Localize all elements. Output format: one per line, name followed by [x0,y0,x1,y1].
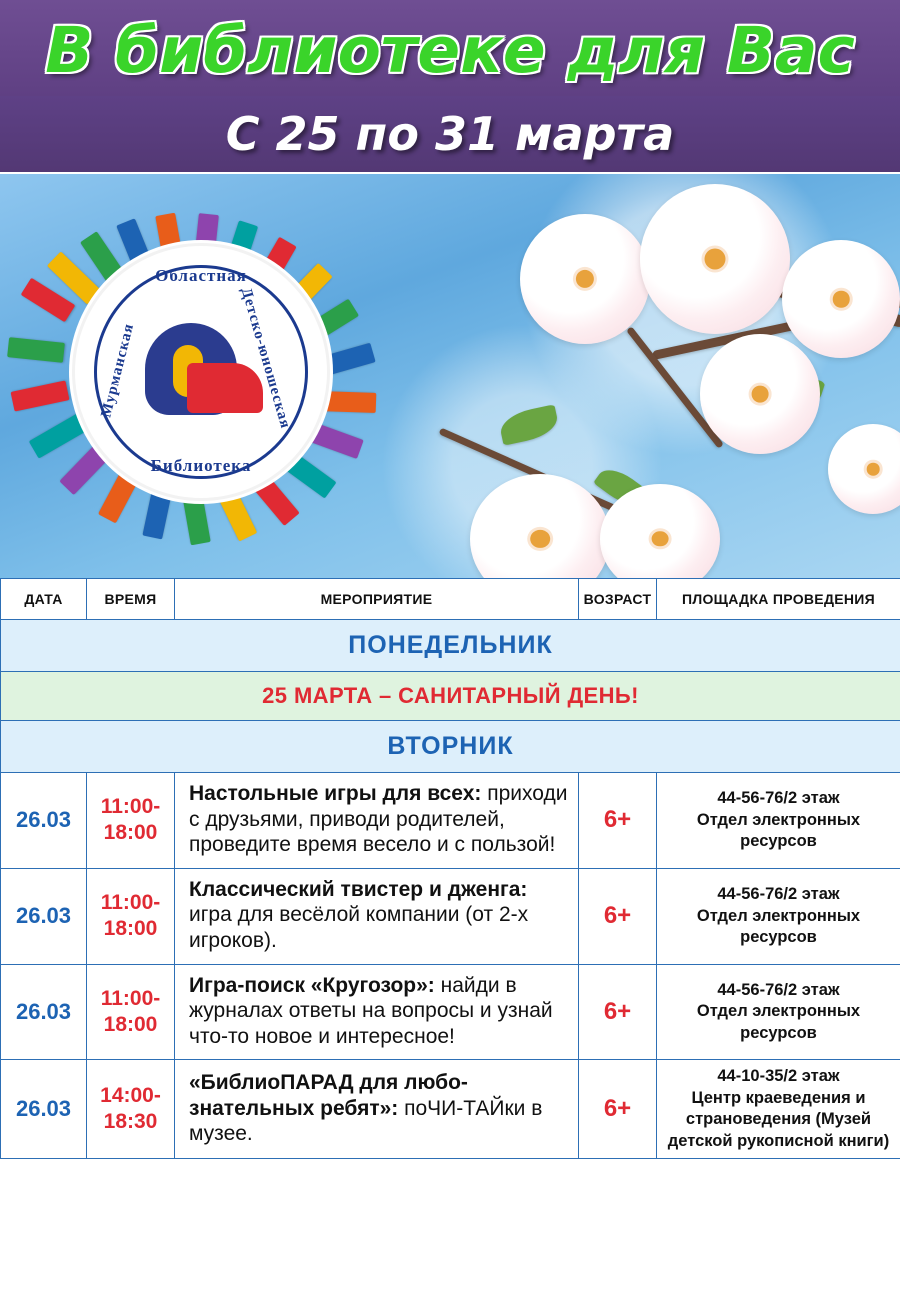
blossom-decoration [520,214,650,344]
event-time-text: 11:00- 18:00 [100,986,161,1037]
event-time [87,964,175,1060]
blossom-decoration [782,240,900,358]
notice-label: 25 МАРТА – САНИТАРНЫЙ ДЕНЬ! [1,672,900,721]
blossom-decoration [470,474,610,578]
date-range-title: С 25 по 31 марта [225,107,675,161]
event-description [175,868,579,964]
page-title: В библиотеке для Вас [45,13,855,87]
blossom-decoration [828,424,900,514]
event-date: 26.03 [1,964,87,1060]
event-detail: игра для весёлой компании (от 2-х игроков). [189,903,529,953]
table-row [1,773,900,869]
day-heading-row [1,721,900,773]
logo-text-top: Областная [155,266,247,285]
event-time-text: 11:00- 18:00 [100,795,161,845]
event-age: 6+ [579,964,657,1060]
poster-header [0,0,900,96]
logo-text-left: Мурманская [98,321,138,420]
leaf-decoration [498,404,561,445]
event-description [175,773,579,869]
event-description [175,1060,579,1159]
notice-row [1,672,900,721]
column-header-age: ВОЗРАСТ [579,579,657,620]
event-time [87,773,175,869]
column-header-date: ДАТА [1,579,87,620]
day-heading-label: ВТОРНИК [1,721,900,773]
table-row [1,868,900,964]
event-detail: приходи с друзьями, приводи родителей, проведите время весело и с пользой! [189,782,568,857]
event-time-text: 14:00- 18:30 [100,1084,161,1134]
table-body [1,620,900,1159]
table-row [1,964,900,1060]
day-heading-row [1,620,900,672]
event-venue: 44-56-76/2 этаж Отдел электронных ресурсов [657,964,900,1060]
schedule-table [0,578,900,1159]
column-header-venue: ПЛОЩАДКА ПРОВЕДЕНИЯ [657,579,900,620]
event-title: Игра-поиск «Кругозор»: [189,973,435,997]
event-time-text: 11:00- 18:00 [100,890,161,941]
event-time [87,868,175,964]
event-venue: 44-10-35/2 этаж Центр краеведения и страноведения (Музей детской рукописной книги) [657,1060,900,1159]
event-title: «БиблиоПАРАД для любо-знательных ребят»: [189,1070,468,1120]
event-age: 6+ [579,1060,657,1159]
blossom-decoration [640,184,790,334]
event-age: 6+ [579,773,657,869]
day-heading-label: ПОНЕДЕЛЬНИК [1,620,900,672]
blossom-decoration [600,484,720,578]
event-date: 26.03 [1,868,87,964]
event-venue: 44-56-76/2 этаж Отдел электронных ресурсов [657,868,900,964]
event-date: 26.03 [1,1060,87,1159]
event-title: Настольные игры для всех: [189,782,482,805]
event-venue: 44-56-76/2 этаж Отдел электронных ресурсов [657,773,900,869]
event-detail: поЧИ-ТАЙки в музее. [189,1096,543,1146]
logo-text-right: Детско-юношеская [237,285,294,431]
event-description [175,964,579,1060]
library-logo [18,212,384,532]
poster-subheader [0,96,900,174]
event-date: 26.03 [1,773,87,869]
event-title: Классический твистер и дженга: [189,877,528,901]
table-header [1,579,900,620]
table-header-row [1,579,900,620]
event-age: 6+ [579,868,657,964]
hero-image [0,174,900,578]
column-header-time: ВРЕМЯ [87,579,175,620]
logo-text [18,212,384,532]
logo-text-bottom: Библиотека [150,456,252,475]
column-header-event: МЕРОПРИЯТИЕ [175,579,579,620]
table-row [1,1060,900,1159]
blossom-decoration [700,334,820,454]
event-time [87,1060,175,1159]
event-detail: найди в журналах ответы на вопросы и узнай что-то новое и интересное! [189,973,553,1048]
